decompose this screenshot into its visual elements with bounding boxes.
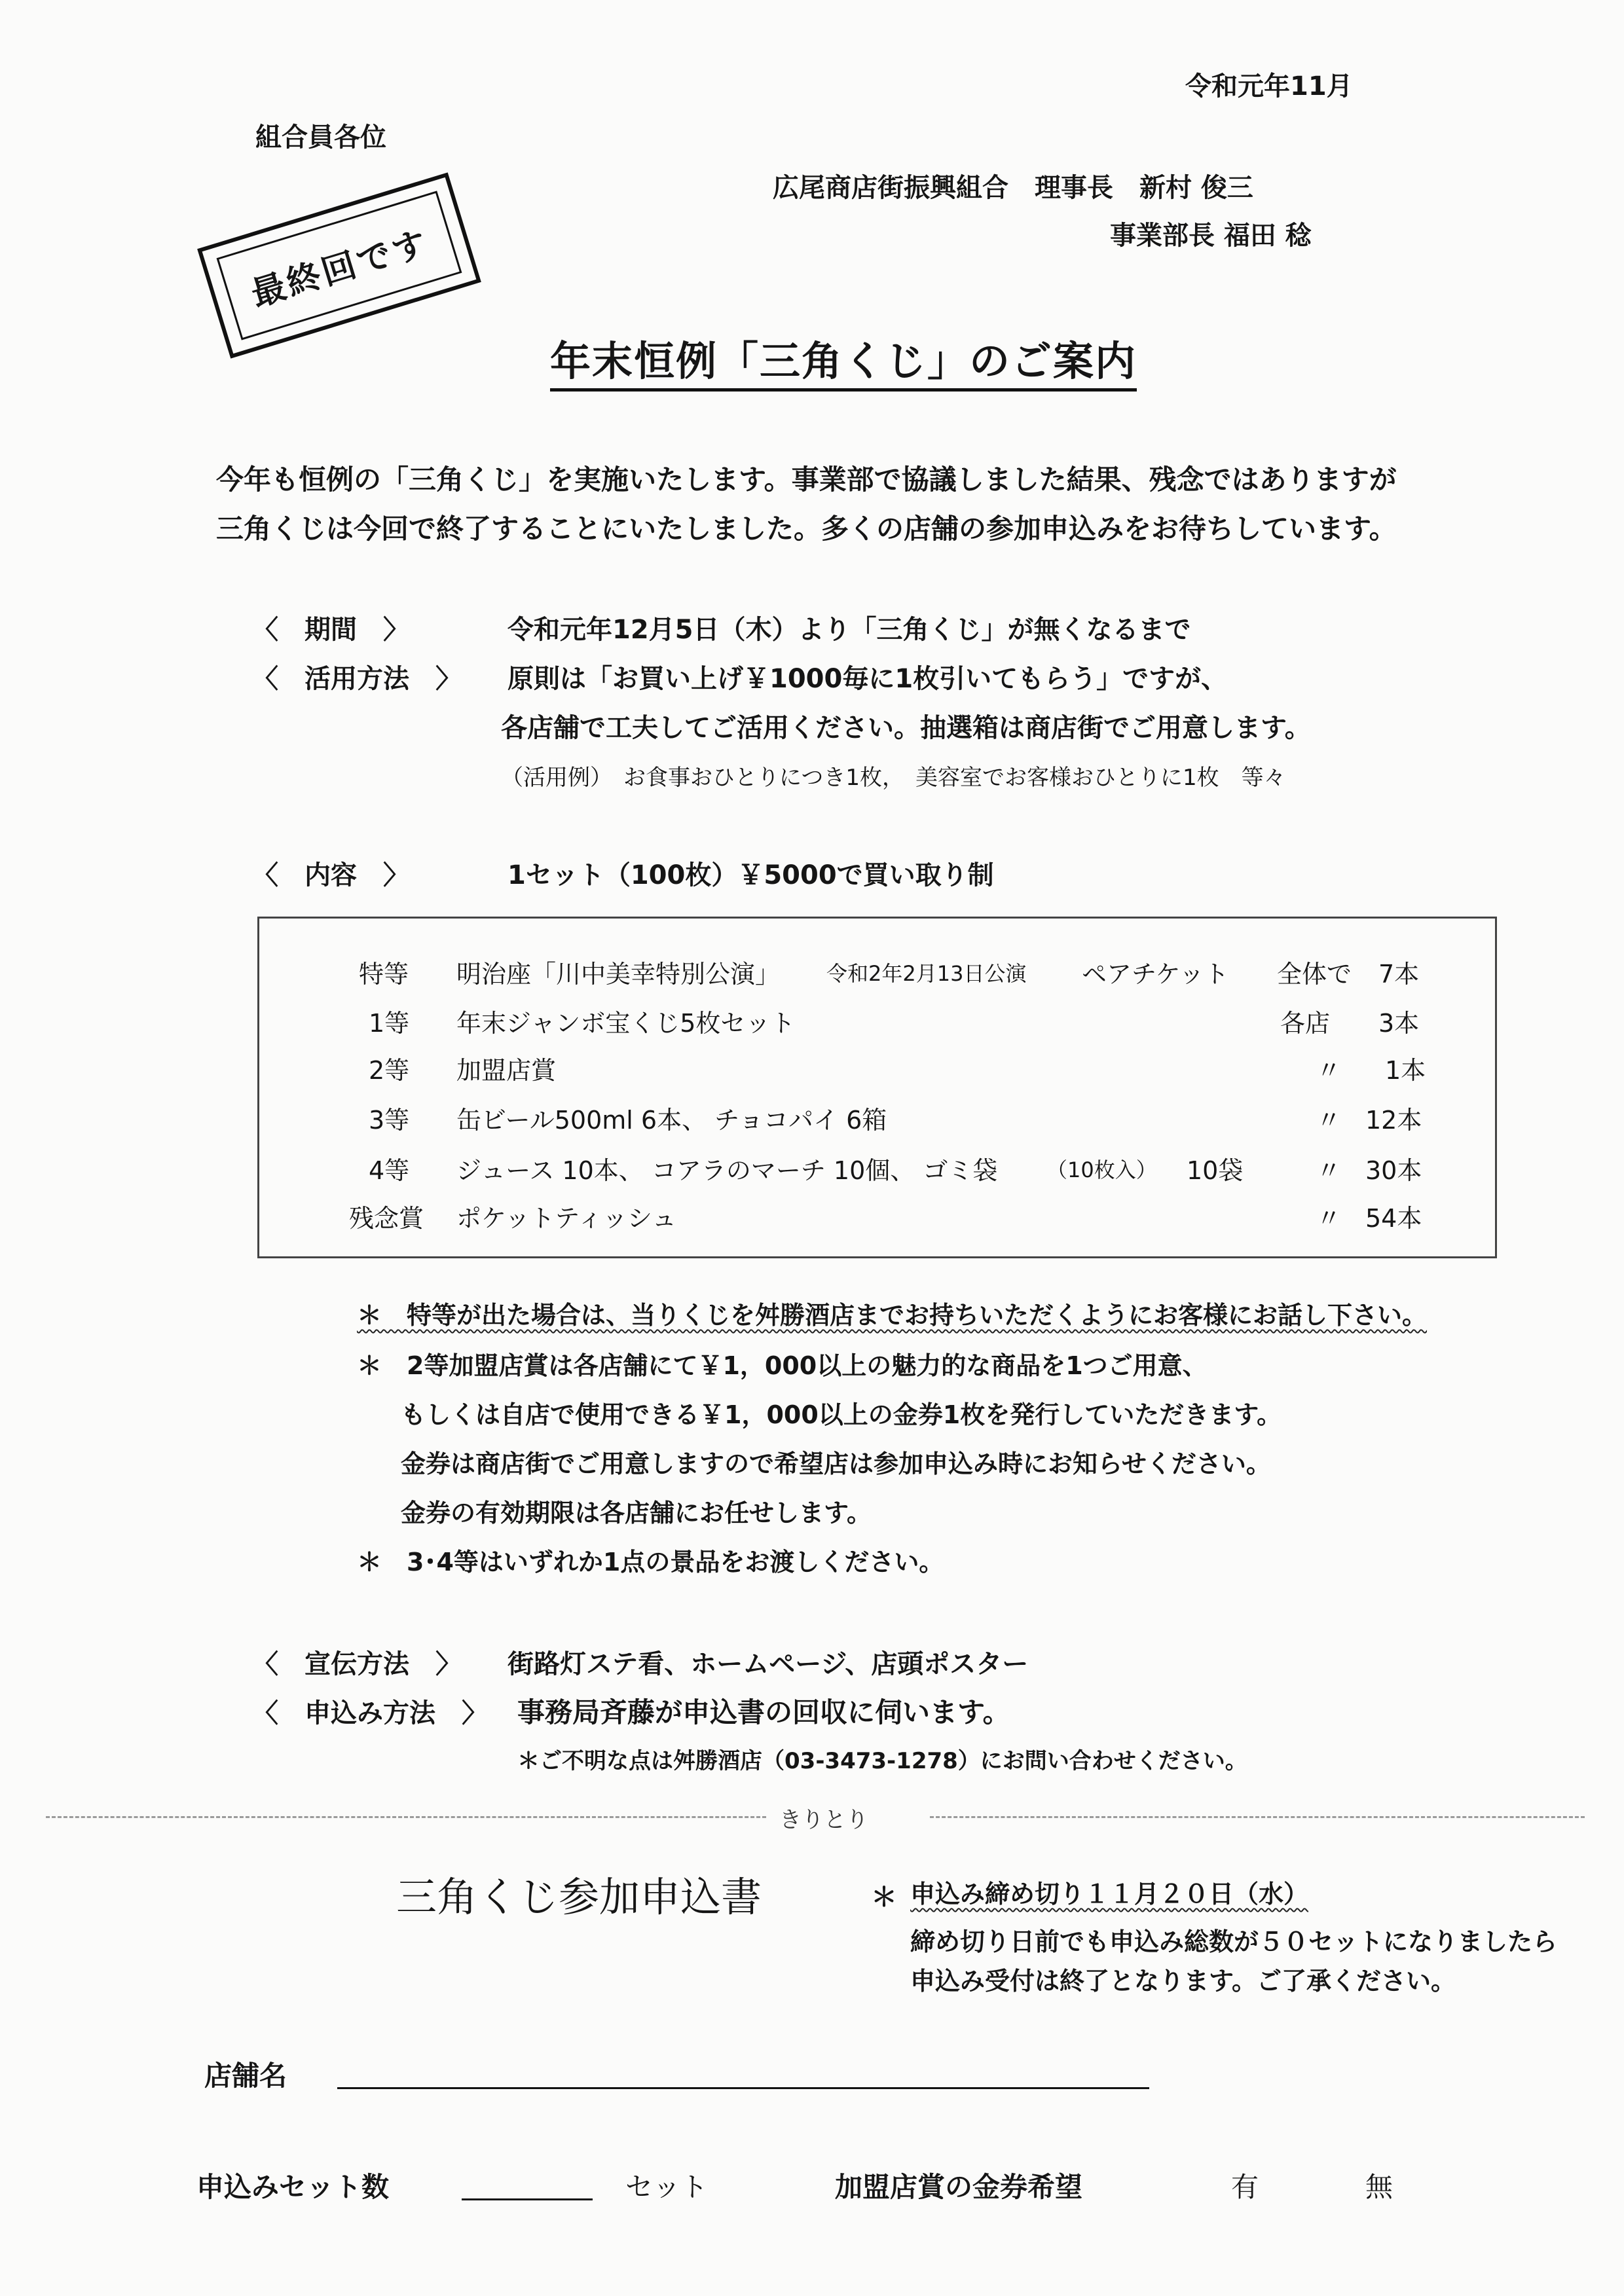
content-text: 1セット（100枚）￥5000で買い取り制 <box>507 860 994 890</box>
prize-scope: 〃 <box>1316 1204 1342 1233</box>
form-title: 三角くじ参加申込書 <box>396 1873 762 1921</box>
document-date: 令和元年11月 <box>1185 71 1353 101</box>
intro-line-2: 三角くじは今回で終了することにいたしました。多くの店舗の参加申込みをお待ちしています。 <box>216 513 1397 545</box>
deadline-note-2: 申込み受付は終了となります。ご了承ください。 <box>910 1967 1456 1995</box>
note-2: ＊ 2等加盟店賞は各店舗にて￥1，000以上の魅力的な商品を1つご用意、 <box>357 1351 1208 1380</box>
voucher-yes-option[interactable]: 有 <box>1231 2171 1259 2203</box>
cut-label: きりとり <box>779 1807 868 1833</box>
usage-line-1: 原則は「お買い上げ￥1000毎に1枚引いてもらう」ですが、 <box>507 664 1228 694</box>
prize-rank: 4等 <box>369 1156 410 1185</box>
prize-detail: （10枚入） <box>1046 1157 1157 1182</box>
publicity-text: 街路灯ステ看、ホームページ、店頭ポスター <box>507 1649 1029 1679</box>
prize-rank: 残念賞 <box>349 1204 424 1233</box>
prize-item: 缶ビール500ml 6本、 チョコパイ 6箱 <box>456 1106 887 1135</box>
prize-quantity: 7本 <box>1378 960 1420 989</box>
note-2-continued-3: 金券の有効期限は各店舗にお任せします。 <box>401 1499 872 1527</box>
prize-rank: 3等 <box>369 1106 410 1135</box>
organization-line-2: 事業部長 福田 稔 <box>1110 221 1312 251</box>
prize-item-extra: ペアチケット <box>1082 960 1229 989</box>
prize-scope: 〃 <box>1316 1156 1342 1185</box>
prize-quantity: 54本 <box>1365 1204 1422 1233</box>
prize-rank: 1等 <box>369 1009 410 1038</box>
page-title: 年末恒例「三角くじ」のご案内 <box>550 329 1137 392</box>
prize-item: ジュース 10本、 コアラのマーチ 10個、 ゴミ袋 <box>456 1156 998 1185</box>
prize-item-extra: 10袋 <box>1187 1156 1244 1185</box>
prize-scope: 〃 <box>1316 1056 1342 1085</box>
application-label: 〈 申込み方法 〉 <box>252 1698 488 1728</box>
voucher-wish-label: 加盟店賞の金券希望 <box>835 2171 1083 2203</box>
recipient: 組合員各位 <box>255 122 386 153</box>
usage-example: （活用例） お食事おひとりにつき1枚， 美容室でお客様おひとりに1枚 等々 <box>501 765 1286 791</box>
prize-quantity: 3本 <box>1378 1009 1420 1038</box>
organization-line-1: 広尾商店街振興組合 理事長 新村 俊三 <box>773 173 1253 203</box>
prize-scope: 全体で <box>1277 960 1352 989</box>
prize-item: 年末ジャンボ宝くじ5枚セット <box>456 1009 796 1038</box>
intro-line-1: 今年も恒例の「三角くじ」を実施いたします。事業部で協議しました結果、残念ではありますが <box>216 464 1397 496</box>
prize-detail: 令和2年2月13日公演 <box>826 961 1027 986</box>
note-3: ＊ 3･4等はいずれか1点の景品をお渡しください。 <box>357 1548 944 1576</box>
prize-item: 明治座「川中美幸特別公演」 <box>456 960 781 989</box>
period-label: 〈 期間 〉 <box>252 615 409 645</box>
set-count-field[interactable] <box>462 2198 593 2200</box>
note-2-continued-1: もしくは自店で使用できる￥1，000以上の金券1枚を発行していただきます。 <box>401 1400 1282 1429</box>
prize-rank: 特等 <box>359 960 409 989</box>
deadline-mark: ＊ <box>871 1882 897 1912</box>
deadline-note-1: 締め切り日前でも申込み総数が５０セットになりましたら <box>910 1927 1558 1956</box>
voucher-no-option[interactable]: 無 <box>1365 2171 1393 2203</box>
contact-note: ＊ご不明な点は舛勝酒店（03-3473-1278）にお問い合わせください。 <box>517 1748 1247 1774</box>
usage-label: 〈 活用方法 〉 <box>252 664 462 694</box>
note-2-continued-2: 金券は商店街でご用意しますので希望店は参加申込み時にお知らせください。 <box>401 1449 1271 1478</box>
final-edition-stamp <box>197 172 481 358</box>
prize-quantity: 12本 <box>1365 1106 1422 1135</box>
shop-name-field[interactable] <box>337 2087 1149 2089</box>
cut-line-left <box>46 1816 766 1818</box>
shop-name-label: 店舗名 <box>204 2060 287 2092</box>
note-1: ＊ 特等が出た場合は、当りくじを舛勝酒店までお持ちいただくようにお客様にお話し下さい。 <box>357 1301 1428 1330</box>
prize-rank: 2等 <box>369 1056 410 1085</box>
prize-quantity: 30本 <box>1365 1156 1422 1185</box>
stamp-text: 最終回です <box>217 191 462 340</box>
set-count-label: 申込みセット数 <box>196 2171 390 2203</box>
application-text: 事務局斉藤が申込書の回収に伺います。 <box>517 1696 1010 1728</box>
deadline: 申込み締め切り１１月２０日（水） <box>910 1880 1309 1908</box>
content-label: 〈 内容 〉 <box>252 860 409 890</box>
usage-line-2: 各店舗で工夫してご活用ください。抽選箱は商店街でご用意します。 <box>501 713 1311 743</box>
publicity-label: 〈 宣伝方法 〉 <box>252 1649 462 1679</box>
cut-line-right <box>930 1816 1585 1818</box>
period-text: 令和元年12月5日（木）より「三角くじ」が無くなるまで <box>507 615 1191 645</box>
set-count-unit: セット <box>625 2171 709 2203</box>
prize-quantity: 1本 <box>1385 1056 1426 1085</box>
prize-scope: 〃 <box>1316 1106 1342 1135</box>
prize-item: 加盟店賞 <box>456 1056 557 1085</box>
prize-item: ポケットティッシュ <box>456 1204 677 1233</box>
prize-scope: 各店 <box>1280 1009 1331 1038</box>
